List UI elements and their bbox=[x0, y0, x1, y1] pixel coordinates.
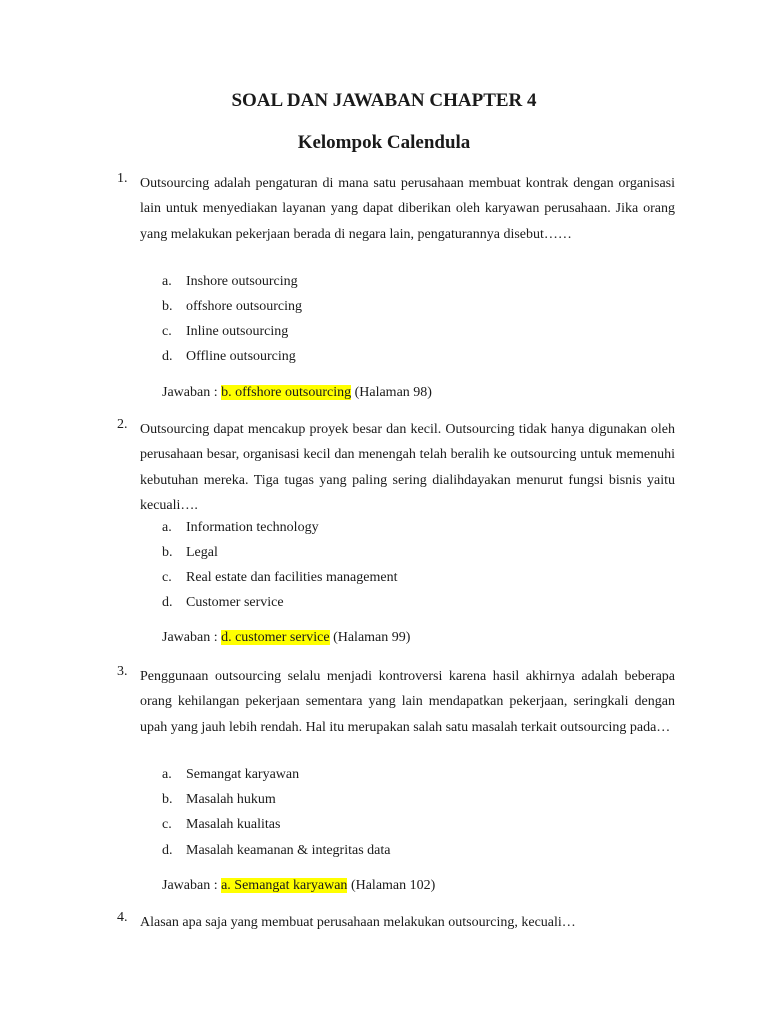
answer-reference: (Halaman 102) bbox=[347, 878, 436, 893]
answer-reference: (Halaman 99) bbox=[329, 630, 411, 645]
option-text: Legal bbox=[186, 545, 218, 560]
option-text: Inline outsourcing bbox=[186, 324, 289, 339]
option-letter: d. bbox=[162, 843, 173, 858]
option-letter: a. bbox=[162, 520, 172, 535]
question-number: 4. bbox=[117, 910, 128, 925]
document-title: SOAL DAN JAWABAN CHAPTER 4 bbox=[231, 90, 537, 111]
answer-prefix: Jawaban : bbox=[162, 385, 222, 400]
option-letter: b. bbox=[162, 545, 173, 560]
answer-highlight: d. customer service bbox=[221, 630, 330, 645]
option-letter: d. bbox=[162, 349, 173, 364]
option-text: Information technology bbox=[186, 520, 319, 535]
option-text: Inshore outsourcing bbox=[186, 274, 298, 289]
option-text: Masalah hukum bbox=[186, 792, 276, 807]
option-text: Semangat karyawan bbox=[186, 767, 300, 782]
question-text: Outsourcing adalah pengaturan di mana satu perusahaan membuat kontrak dengan organisasi lain untuk menyediakan layanan yang dapat diberikan oleh karyawan perusahaan. Jika orang yang melakukan pekerjaan berada di negara lain, pengaturannya disebut…… bbox=[140, 176, 675, 242]
option-letter: b. bbox=[162, 299, 173, 314]
answer-prefix: Jawaban : bbox=[162, 630, 222, 645]
answer-line bbox=[162, 385, 432, 401]
answer-line bbox=[162, 630, 410, 646]
answer-highlight: a. Semangat karyawan bbox=[221, 878, 348, 893]
answer-highlight: b. offshore outsourcing bbox=[221, 385, 352, 400]
document-subtitle: Kelompok Calendula bbox=[297, 132, 471, 153]
question-number: 1. bbox=[117, 171, 128, 186]
question-text: Penggunaan outsourcing selalu menjadi kontroversi karena hasil akhirnya adalah beberapa orang kehilangan pekerjaan sementara yang lain mendapatkan pekerjaan, seringkali dengan upah yang jauh lebih rendah. Hal itu merupakan salah satu masalah terkait outsourcing pada… bbox=[140, 669, 675, 735]
option-text: Real estate dan facilities management bbox=[186, 570, 398, 585]
question-number: 3. bbox=[117, 664, 128, 679]
answer-prefix: Jawaban : bbox=[162, 878, 222, 893]
option-letter: d. bbox=[162, 595, 173, 610]
option-letter: a. bbox=[162, 274, 172, 289]
option-text: offshore outsourcing bbox=[186, 299, 302, 314]
option-text: Customer service bbox=[186, 595, 284, 610]
question-text: Outsourcing dapat mencakup proyek besar dan kecil. Outsourcing tidak hanya digunakan oleh perusahaan besar, organisasi kecil dan menengah telah beralih ke outsourcing untuk memenuhi kebutuhan mereka. Tiga tugas yang paling sering dialihdayakan menurut fungsi bisnis yaitu kecuali…. bbox=[140, 422, 675, 513]
option-letter: a. bbox=[162, 767, 172, 782]
option-text: Offline outsourcing bbox=[186, 349, 296, 364]
option-letter: b. bbox=[162, 792, 173, 807]
option-letter: c. bbox=[162, 324, 172, 339]
option-letter: c. bbox=[162, 570, 172, 585]
answer-line bbox=[162, 878, 435, 894]
option-text: Masalah keamanan & integritas data bbox=[186, 843, 391, 858]
option-text: Masalah kualitas bbox=[186, 817, 281, 832]
question-text: Alasan apa saja yang membuat perusahaan melakukan outsourcing, kecuali… bbox=[140, 915, 576, 930]
option-letter: c. bbox=[162, 817, 172, 832]
question-number: 2. bbox=[117, 417, 128, 432]
answer-reference: (Halaman 98) bbox=[351, 385, 432, 400]
